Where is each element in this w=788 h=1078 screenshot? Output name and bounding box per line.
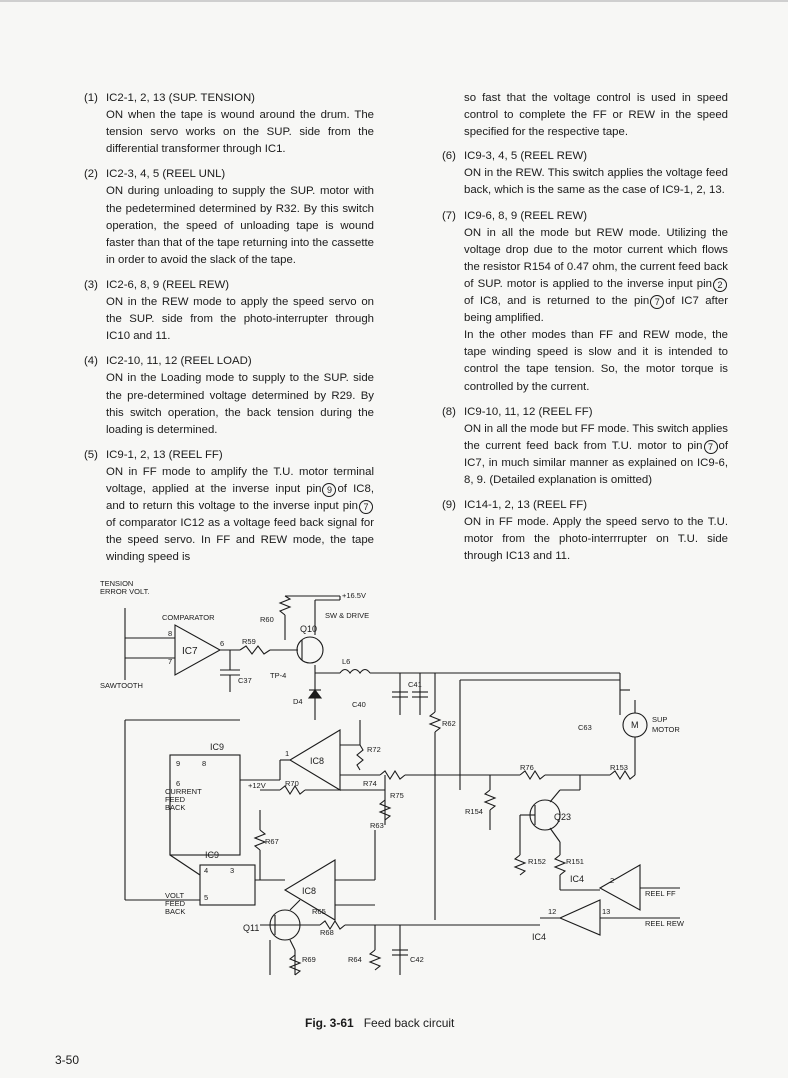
label-reel-rew: REEL REW [645,919,684,928]
circled-pin-number: 7 [704,440,718,454]
label-ic7: IC7 [182,646,198,657]
list-item [84,166,374,269]
figure-caption [305,1016,454,1030]
item-text: ON in the REW. This switch applies the voltage feed back, which is the same as the case of IC9-1, 2, 13. [464,167,728,197]
label-r60: R60 [260,615,274,624]
label-pin-5: 5 [204,893,209,902]
item-heading: IC2-10, 11, 12 (REEL LOAD) [106,355,252,368]
item-text: ON in FF mode. Apply the speed servo to the T.U. motor from the photo-interrrupter on T.U. side through IC13 and 11. [464,516,728,563]
label-r65: R65 [312,907,326,916]
item-number: (2) [84,168,98,181]
circled-pin-number: 9 [322,483,336,497]
list-item [84,353,374,438]
label-feed-volt: FEED [165,899,186,908]
item-text: In the other modes than FF and REW mode, the tape winding speed is slow and it is intended to control the tape tension. So, the motor torque is controlled by the current. [464,329,728,393]
label-r69: R69 [302,955,316,964]
label-plus-12v: +12V [248,781,266,790]
label-c37: C37 [238,676,252,685]
label-l6: L6 [342,657,351,666]
label-ic9-upper: IC9 [210,742,225,752]
label-motor-m: M [631,720,639,730]
label-q23: Q23 [554,812,572,822]
item-heading: IC9-10, 11, 12 (REEL FF) [464,405,593,418]
list-item [442,404,728,489]
list-item [442,148,728,199]
label-q10: Q10 [300,624,318,634]
list-item [84,90,374,158]
label-d4: D4 [293,697,303,706]
continued-text: so fast that the voltage control is used in speed control to complete the FF or REW in the speed specified for the respective tape. [464,92,728,139]
label-back-current: BACK [165,803,186,812]
item-heading: IC9-6, 8, 9 (REEL REW) [464,209,588,222]
item-heading: IC14-1, 2, 13 (REEL FF) [464,499,588,512]
label-error-volt: ERROR VOLT. [100,587,150,596]
right-column [442,90,728,573]
label-r68: R68 [320,928,334,937]
label-reel-ff: REEL FF [645,889,676,898]
label-r75: R75 [390,791,404,800]
label-pin-3: 3 [230,866,235,875]
top-edge-line [0,0,788,2]
label-ic9-lower: IC9 [205,850,220,860]
item-text: ON in all the mode but FF mode. This switch applies the current feed back from T.U. motor to pin 7 of IC7, in much similar manner as explained on IC9-6, 8, 9. (Detailed explanation is omitted) [464,422,728,486]
label-tp4: TP-4 [270,671,287,680]
label-ic8-upper: IC8 [310,756,325,766]
item-number: (3) [84,278,98,291]
label-pin-6b: 6 [176,779,181,788]
figure-number: Fig. 3-61 [305,1016,354,1030]
label-current: CURRENT [165,787,202,796]
label-back-volt: BACK [165,907,186,916]
label-comparator: COMPARATOR [162,613,215,622]
list-item [84,447,374,567]
item-text: ON when the tape is wound around the drum. The tension servo works on the SUP. side from the differential transformer through IC1. [106,109,374,156]
label-feed-current: FEED [165,795,186,804]
page-number: 3-50 [55,1053,80,1067]
feedback-circuit-diagram [80,580,720,1010]
list-item [442,497,728,565]
label-sw-drive: SW & DRIVE [325,611,370,620]
label-c40: C40 [352,700,366,709]
label-pin-7: 7 [168,657,173,666]
label-r62: R62 [442,719,456,728]
item-number: (7) [442,209,456,222]
figure-title: Feed back circuit [363,1016,455,1030]
circuit-wires [125,596,680,975]
label-r153: R153 [610,763,628,772]
label-c41: C41 [408,680,422,689]
list-item [84,277,374,345]
label-q11: Q11 [243,923,260,933]
item-heading: IC2-3, 4, 5 (REEL UNL) [106,168,226,181]
item-number: (4) [84,355,98,368]
label-tension: TENSION [100,580,134,588]
item-number: (1) [84,92,98,104]
label-pin-4: 4 [204,866,209,875]
label-r59: R59 [242,637,256,646]
label-r76: R76 [520,763,534,772]
item-text: ON in the REW mode to apply the speed servo on the SUP. side from the photo-interrupter through IC10 and 11. [106,296,374,343]
label-r151: R151 [566,857,584,866]
item-number: (6) [442,150,456,163]
label-pin-9: 9 [176,759,181,768]
label-r64: R64 [348,955,362,964]
label-pin-1: 1 [285,749,290,758]
label-pin-13: 13 [602,907,611,916]
item-text: ON during unloading to supply the SUP. motor with the pedetermined determined by R32. By this switch operation, the speed of unloading tape is wound faster than that of the tape returning into the cassette in order to avoid the slack of the tape. [106,185,374,266]
label-r154: R154 [465,807,483,816]
item-heading: IC9-1, 2, 13 (REEL FF) [106,448,223,461]
label-r63: R63 [370,821,384,830]
label-sawtooth: SAWTOOTH [100,681,143,690]
label-r67: R67 [265,837,279,846]
item-number: (5) [84,448,98,461]
label-plus-16-5v: +16.5V [342,591,366,600]
label-pin-8: 8 [168,629,173,638]
label-r74: R74 [363,779,377,788]
label-pin-2: 2 [610,876,615,885]
item-heading: IC9-3, 4, 5 (REEL REW) [464,150,588,163]
label-ic8-lower: IC8 [302,886,317,896]
label-r70: R70 [285,779,299,788]
label-sup: SUP [652,715,668,724]
item-text: ON in all the mode but REW mode. Utilizing the voltage drop due to the motor current which flows the resistor R154 of 0.47 ohm, the current feed back of SUP. motor is applied to the inverse input pin 2of IC8, and is returned to the pin 7 of IC7 after being amplified. [464,226,728,325]
item-text: ON in FF mode to amplify the T.U. motor terminal voltage, applied at the inverse input pin 9 of IC8, and to return this voltage to the inverse input pin 7of comparator IC12 as a voltage feed back signal for the speed servo. In FF and REW mode, the tape winding speed is [106,465,374,564]
left-column [84,90,374,574]
label-ic4-lower: IC4 [532,932,547,942]
item-number: (8) [442,405,456,418]
label-pin-8b: 8 [202,759,207,768]
label-pin-12: 12 [548,907,557,916]
item-text: ON in the Loading mode to supply to the SUP. side the pre-determined voltage determined by R29. By this switch operation, the back tension during the loading is determined. [106,372,374,436]
label-pin-6: 6 [220,639,225,648]
label-r152: R152 [528,857,546,866]
label-motor: MOTOR [652,725,680,734]
item-heading: IC2-1, 2, 13 (SUP. TENSION) [106,92,255,104]
circled-pin-number: 7 [650,295,664,309]
label-ic4-upper: IC4 [570,874,585,884]
label-c42: C42 [410,955,424,964]
label-volt: VOLT [165,891,185,900]
label-c63: C63 [578,723,592,732]
item-number: (9) [442,499,456,512]
item-heading: IC2-6, 8, 9 (REEL REW) [106,278,230,291]
label-r72: R72 [367,745,381,754]
circled-pin-number: 2 [713,278,727,292]
circled-pin-number: 7 [359,500,373,514]
list-item [442,208,728,396]
